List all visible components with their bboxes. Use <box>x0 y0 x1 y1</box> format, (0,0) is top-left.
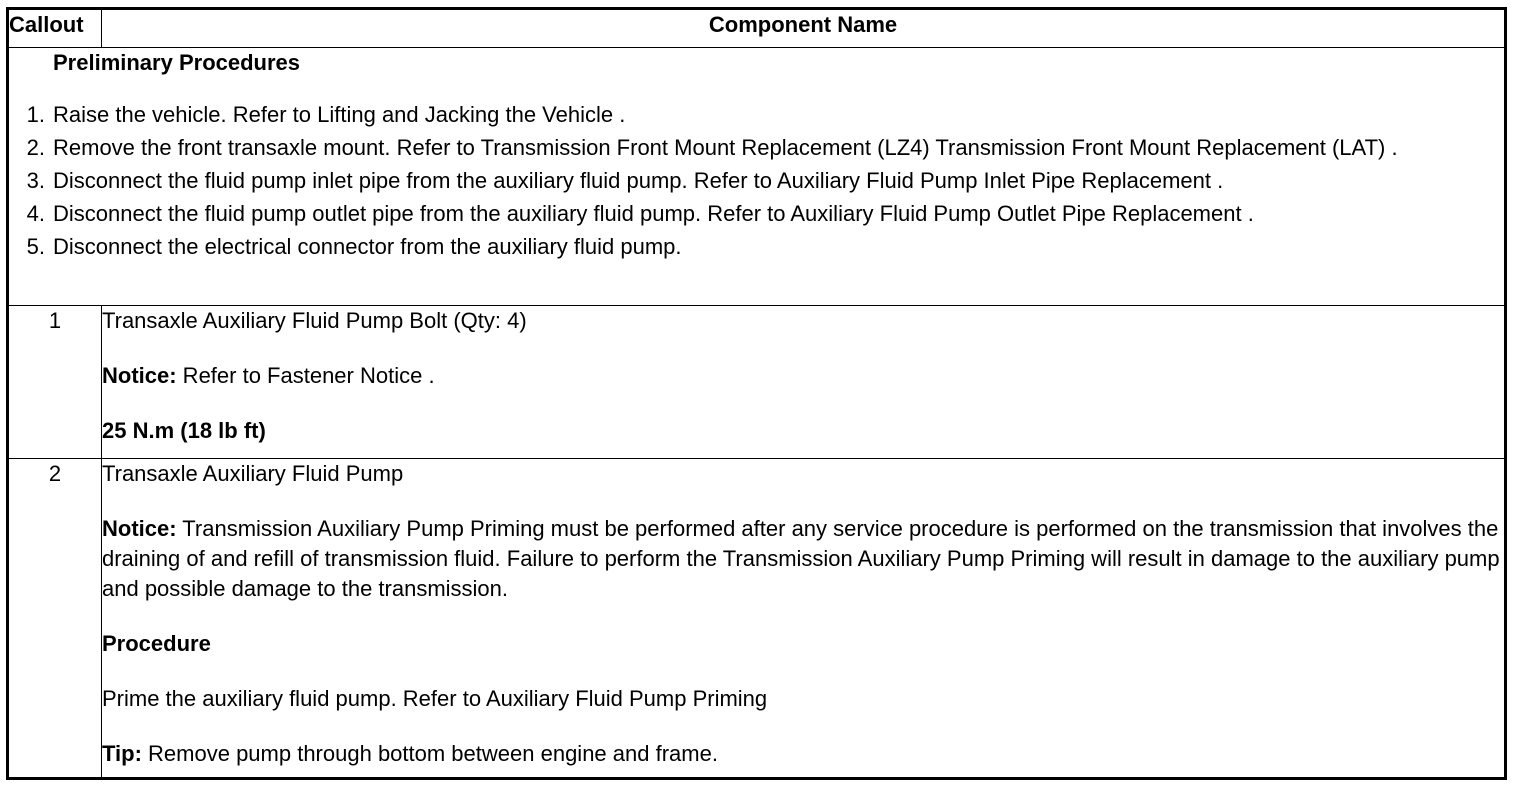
preliminary-row <box>8 48 1506 306</box>
callout-number: 1 <box>8 306 102 459</box>
component-name-column-header: Component Name <box>102 9 1506 48</box>
notice-text: Refer to Fastener Notice . <box>176 363 435 388</box>
step-number: 4. <box>26 201 45 226</box>
preliminary-steps-list <box>9 100 1504 262</box>
notice <box>102 514 1504 604</box>
component-cell <box>102 459 1506 779</box>
component-name: Transaxle Auxiliary Fluid Pump <box>102 461 404 486</box>
procedure-heading: Procedure <box>102 631 211 656</box>
step-text: Remove the front transaxle mount. Refer to Transmission Front Mount Replacement (LZ4) Transmission Front Mount Replacement (LAT) . <box>53 135 1398 160</box>
list-item <box>9 100 1504 130</box>
step-number: 1. <box>26 102 45 127</box>
component-cell <box>102 306 1506 459</box>
tip-label: Tip: <box>102 741 142 766</box>
component-table <box>6 7 1507 780</box>
preliminary-procedures-title: Preliminary Procedures <box>53 50 301 75</box>
tip-text: Remove pump through bottom between engine and frame. <box>141 741 718 766</box>
notice <box>102 361 1504 391</box>
list-item <box>9 199 1504 229</box>
table-row <box>8 306 1506 459</box>
table-row <box>8 459 1506 779</box>
preliminary-procedures-cell <box>8 48 1506 306</box>
callout-column-header: Callout <box>8 9 102 48</box>
list-item <box>9 133 1504 163</box>
step-text: Disconnect the electrical connector from the auxiliary fluid pump. <box>53 234 682 259</box>
component-name: Transaxle Auxiliary Fluid Pump Bolt (Qty: 4) <box>102 308 527 333</box>
notice-label: Notice: <box>102 516 177 541</box>
procedure-text: Prime the auxiliary fluid pump. Refer to Auxiliary Fluid Pump Priming <box>102 686 768 711</box>
step-text: Disconnect the fluid pump inlet pipe from the auxiliary fluid pump. Refer to Auxiliary Fluid Pump Inlet Pipe Replacement . <box>53 168 1224 193</box>
notice-text: Transmission Auxiliary Pump Priming must be performed after any service procedure is performed on the transmission that involves the draining of and refill of transmission fluid. Failure to perform the Transmission Auxiliary Pump Priming will result in damage to the auxiliary pump and possible damage to the transmission. <box>102 516 1500 601</box>
step-text: Raise the vehicle. Refer to Lifting and Jacking the Vehicle . <box>53 102 626 127</box>
torque-spec: 25 N.m (18 lb ft) <box>102 418 266 443</box>
step-text: Disconnect the fluid pump outlet pipe from the auxiliary fluid pump. Refer to Auxiliary Fluid Pump Outlet Pipe Replacement . <box>53 201 1254 226</box>
table-header-row <box>8 9 1506 48</box>
list-item <box>9 166 1504 196</box>
list-item <box>9 232 1504 262</box>
step-number: 2. <box>26 135 45 160</box>
step-number: 5. <box>26 234 45 259</box>
step-number: 3. <box>26 168 45 193</box>
tip <box>102 739 1504 769</box>
callout-number: 2 <box>8 459 102 779</box>
notice-label: Notice: <box>102 363 177 388</box>
